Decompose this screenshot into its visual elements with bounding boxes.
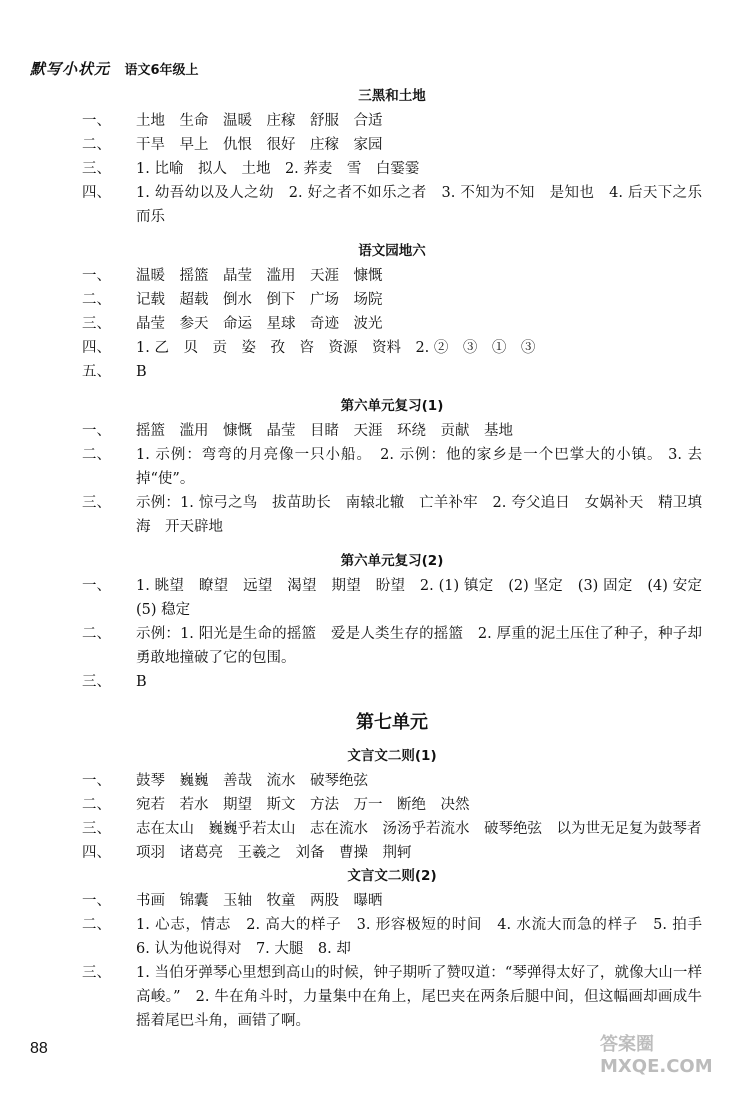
item-number: 四、	[82, 185, 111, 201]
item-text: 1. 幼吾幼以及人之幼 2. 好之者不如乐之者 3. 不知为不知 是知也 4. 后天下之乐而乐	[136, 185, 702, 225]
item-text: 摇篮 滥用 慷慨 晶莹 目睹 天涯 环绕 贡献 基地	[136, 423, 513, 439]
item-number: 四、	[82, 845, 111, 861]
item-text: 1. 比喻 拟人 土地 2. 荞麦 雪 白霎霎	[136, 161, 420, 177]
answer-line	[82, 264, 702, 288]
section-title: 语文园地六	[358, 243, 426, 259]
answer-line	[82, 670, 702, 694]
item-text: 志在太山 巍巍乎若太山 志在流水 汤汤乎若流水 破琴绝弦 以为世无足复为鼓琴者	[136, 821, 702, 837]
brand-logo: 默写小状元	[30, 60, 111, 78]
item-number: 一、	[82, 423, 111, 439]
section	[82, 551, 717, 694]
item-text: 土地 生命 温暖 庄稼 舒服 合适	[136, 113, 383, 129]
book-subject: 语文6年级上	[124, 63, 199, 78]
answer-line	[82, 336, 702, 360]
section	[82, 866, 717, 1033]
item-text: B	[136, 674, 147, 690]
answer-line	[82, 793, 702, 817]
page-header	[30, 58, 199, 79]
item-text: 项羽 诸葛亮 王羲之 刘备 曹操 荆轲	[136, 845, 412, 861]
item-number: 二、	[82, 137, 111, 153]
item-text: 温暖 摇篮 晶莹 滥用 天涯 慷慨	[136, 268, 383, 284]
answer-line	[82, 157, 702, 181]
answer-line	[82, 181, 702, 229]
watermark: 答案圈 MXQE.COM	[600, 1034, 713, 1077]
item-number: 三、	[82, 821, 111, 837]
answer-line	[82, 622, 702, 670]
section-title: 文言文二则(2)	[347, 868, 437, 884]
section-title: 文言文二则(1)	[347, 748, 437, 764]
answer-line	[82, 133, 702, 157]
answer-line	[82, 913, 717, 961]
item-number: 一、	[82, 268, 111, 284]
section-title: 第六单元复习(1)	[340, 398, 444, 414]
answer-line	[82, 841, 702, 865]
item-text: 1. 眺望 瞭望 远望 渴望 期望 盼望 2. (1) 镇定 (2) 坚定 (3) 固定 (4) 安定 (5) 稳定	[136, 578, 717, 618]
item-number: 一、	[82, 578, 111, 594]
item-text: 晶莹 参天 命运 星球 奇迹 波光	[136, 316, 383, 332]
page-number: 88	[30, 1040, 48, 1057]
answer-line	[82, 574, 717, 622]
item-text: 宛若 若水 期望 斯文 方法 万一 断绝 决然	[136, 797, 470, 813]
answer-line	[82, 889, 702, 913]
item-number: 一、	[82, 113, 111, 129]
item-number: 三、	[82, 495, 111, 511]
item-number: 一、	[82, 773, 111, 789]
item-number: 三、	[82, 674, 111, 690]
item-number: 三、	[82, 161, 111, 177]
answer-line	[82, 312, 702, 336]
answer-content	[82, 85, 717, 1033]
item-number: 二、	[82, 797, 111, 813]
item-number: 二、	[82, 917, 111, 933]
answer-line	[82, 443, 702, 491]
section	[82, 86, 702, 229]
answer-line	[82, 769, 702, 793]
answer-line	[82, 817, 702, 841]
section-title: 第六单元复习(2)	[340, 553, 444, 569]
item-text: 示例：1. 惊弓之鸟 拔苗助长 南辕北辙 亡羊补牢 2. 夸父追日 女娲补天 精卫填海 开天辟地	[136, 495, 702, 535]
answer-line	[82, 961, 702, 1033]
item-number: 二、	[82, 447, 111, 463]
item-text: B	[136, 364, 147, 380]
item-number: 二、	[82, 292, 111, 308]
section	[82, 241, 702, 384]
item-number: 五、	[82, 364, 111, 380]
item-text: 1. 示例：弯弯的月亮像一只小船。 2. 示例：他的家乡是一个巴掌大的小镇。 3. 去掉“使”。	[136, 447, 702, 487]
answer-line	[82, 419, 702, 443]
unit-title: 第七单元	[356, 712, 428, 733]
item-text: 1. 乙 贝 贡 姿 孜 咨 资源 资料 2. ② ③ ① ③	[136, 340, 536, 356]
section	[82, 396, 702, 539]
item-text: 1. 当伯牙弹琴心里想到高山的时候，钟子期听了赞叹道：“琴弹得太好了，就像大山一样高峻。” 2. 牛在角斗时，力量集中在角上，尾巴夹在两条后腿中间，但这幅画却画成牛摇着尾巴斗角，画错了啊。	[136, 965, 702, 1029]
item-text: 干旱 早上 仇恨 很好 庄稼 家园	[136, 137, 383, 153]
item-number: 三、	[82, 316, 111, 332]
answer-line	[82, 360, 702, 384]
section-title: 三黑和土地	[358, 88, 426, 104]
item-text: 记载 超载 倒水 倒下 广场 场院	[136, 292, 383, 308]
section	[82, 746, 702, 865]
answer-line	[82, 288, 702, 312]
item-number: 二、	[82, 626, 111, 642]
item-text: 1. 心志，情志 2. 高大的样子 3. 形容极短的时间 4. 水流大而急的样子 5. 拍手 6. 认为他说得对 7. 大腿 8. 却	[136, 917, 717, 957]
item-number: 三、	[82, 965, 111, 981]
item-text: 示例：1. 阳光是生命的摇篮 爱是人类生存的摇篮 2. 厚重的泥土压住了种子，种子却勇敢地撞破了它的包围。	[136, 626, 702, 666]
item-text: 鼓琴 巍巍 善哉 流水 破琴绝弦	[136, 773, 368, 789]
answer-line	[82, 109, 702, 133]
item-number: 一、	[82, 893, 111, 909]
answer-line	[82, 491, 702, 539]
item-number: 四、	[82, 340, 111, 356]
item-text: 书画 锦囊 玉轴 牧童 两股 曝晒	[136, 893, 383, 909]
